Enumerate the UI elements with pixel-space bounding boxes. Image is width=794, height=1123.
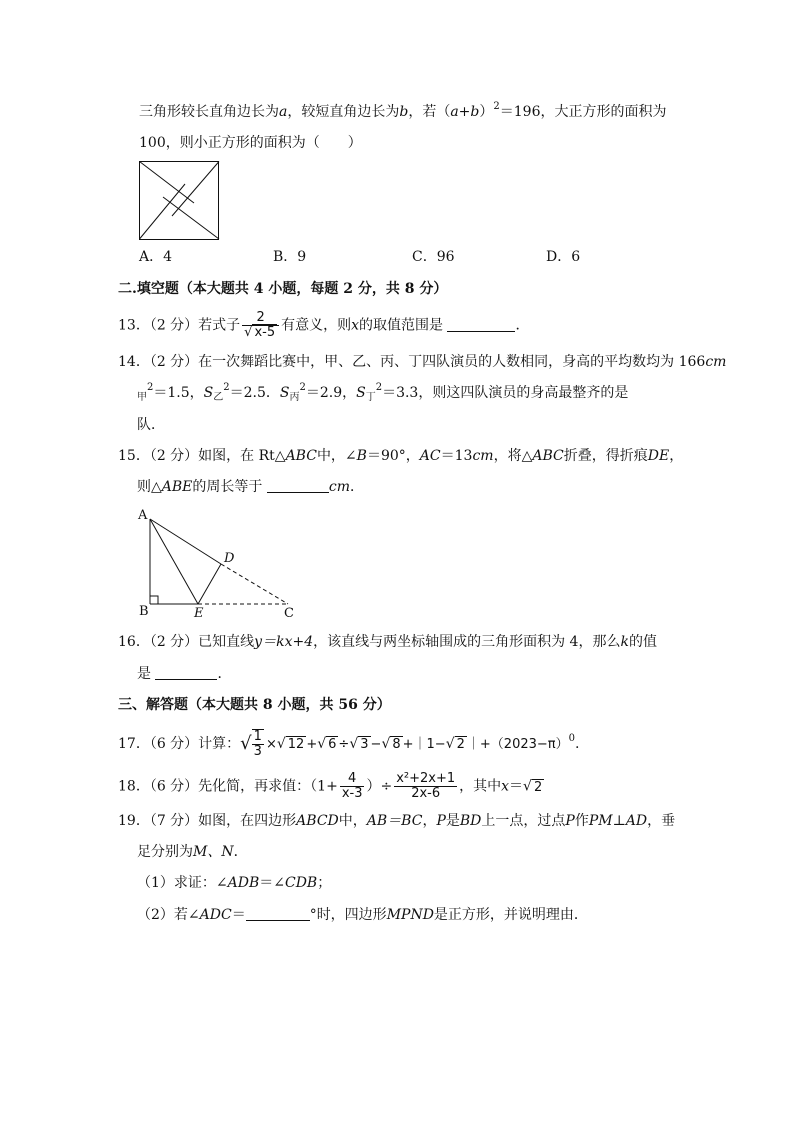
q14-line1: 14．（2 分）在一次舞蹈比赛中，甲、乙、丙、丁四队演员的人数相同，身高的平均数均为 166cm — [118, 354, 727, 370]
label-A: A — [138, 508, 148, 523]
q15-line2: 则△ABE的周长等于 cm． — [137, 479, 364, 495]
q14-line2: $_甲^2$＝1.5，$S_乙^2=2.5$．$S_丙^2=2.9$，$S_丁^2=3.3$，则这四队演员的身高最整齐的是 — [137, 382, 629, 403]
q12-option-d: D．6 — [546, 249, 581, 265]
q13-fraction: $\frac{2}{√ x-5}$ — [242, 311, 279, 340]
q15-line1: 15．（2 分）如图，在 Rt△ABC中，∠B＝90°，AC＝13cm，将△ABC折叠，得折痕DE， — [118, 448, 684, 464]
q12-line1: 三角形较长直角边长为a，较短直角边长为b，若$(a+b)^2=196$，大正方形的面积为 — [139, 101, 667, 120]
section3-title: 三、解答题（本大题共 8 小题，共 56 分） — [118, 697, 391, 713]
q12-option-b: B．9 — [273, 249, 307, 265]
q12-pinwheel-figure — [139, 161, 220, 242]
section2-title: 二.填空题（本大题共 4 小题，每题 2 分，共 8 分） — [118, 281, 448, 297]
q12-option-c: C．96 — [412, 249, 455, 265]
label-B: B — [139, 604, 149, 619]
q14-line3: 队． — [137, 417, 165, 433]
q16-line2: 是 ． — [137, 666, 232, 682]
q19-line2: 足分别为M、N． — [137, 844, 248, 860]
q15-answer-blank[interactable] — [267, 478, 329, 493]
q16-answer-blank[interactable] — [155, 665, 217, 680]
q13-answer-blank[interactable] — [447, 317, 515, 332]
label-C: C — [284, 606, 294, 621]
q17-line: 17．（6 分）计算：√ $\frac{1}{3}$ ×√ 12 +√ 6 ÷√ 3 −√ 8 +｜1−√ 2 $|+(2023-\pi)^0$. — [118, 729, 580, 759]
q19-line1: 19．（7 分）如图，在四边形ABCD中，AB＝BC，P是BD上一点，过点P作PM⊥AD，垂 — [118, 813, 676, 829]
label-E: E — [194, 606, 204, 621]
label-D: D — [224, 551, 235, 566]
q16-line1: 16．（2 分）已知直线y＝kx+4，该直线与两坐标轴围成的三角形面积为 4，那么k的值 — [118, 634, 657, 650]
q13-line: 13．（2 分）若式子 $\frac{2}{√ x-5}$ 有意义，则x的取值范围是 ． — [118, 310, 530, 340]
q12-option-a: A．4 — [139, 249, 173, 265]
q15-triangle-figure — [130, 505, 300, 620]
q19-answer-blank[interactable] — [246, 906, 310, 921]
q12-line2: 100，则小正方形的面积为（ ） — [139, 135, 362, 151]
q18-line: 18．（6 分）先化简，再求值：（1+ $\frac{4}{x-3}$ ）÷ $\frac{\text{x²+2x+1}}{2x-6}$ ，其中x＝√ 2 — [118, 771, 543, 801]
q19-part1: （1）求证：∠ADB＝∠CDB； — [137, 875, 332, 891]
q19-part2: （2）若∠ADC＝ °时，四边形MPND是正方形，并说明理由． — [137, 907, 588, 923]
